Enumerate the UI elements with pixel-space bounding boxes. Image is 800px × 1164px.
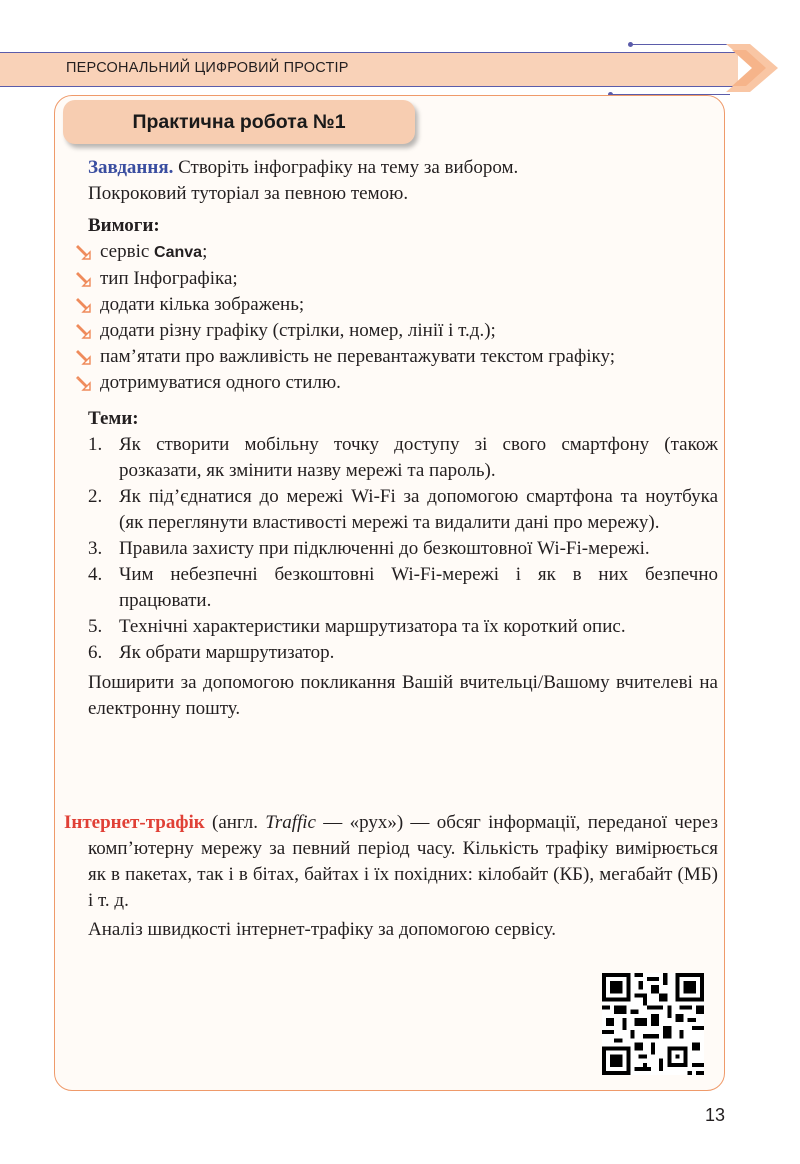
chevron-right-icon: [726, 44, 778, 92]
topic-text: Як створити мобільну точку доступу зі свого смартфону (також розказати, як змінити назву мережі та пароль).: [119, 434, 718, 481]
analysis-text: Аналіз швидкості інтернет-трафіку за допомогою сервісу.: [88, 919, 556, 940]
definition-paragraph: [64, 810, 718, 914]
task-label: Завдання.: [88, 157, 174, 178]
topic-text: Технічні характеристики маршрутизатора та їх короткий опис.: [119, 616, 626, 637]
topic-number: 4.: [88, 564, 103, 585]
topic-text: Правила захисту при підключенні до безкоштовної Wi-Fi-мережі.: [119, 538, 650, 559]
requirement-text: дотримуватися одного стилю.: [100, 372, 341, 393]
list-item: [88, 292, 718, 318]
pencil-icon: [76, 297, 96, 315]
list-item: [88, 484, 718, 536]
definition-eng-term: Traffic: [265, 812, 316, 833]
list-item: [88, 536, 718, 562]
topic-number: 3.: [88, 538, 103, 559]
header-deco-dot: [628, 42, 633, 47]
topic-number: 2.: [88, 486, 103, 507]
task-paragraph: [88, 155, 718, 181]
pencil-icon: [76, 323, 96, 341]
topic-number: 6.: [88, 642, 103, 663]
topic-text: Як під’єднатися до мережі Wi-Fi за допомогою смартфона та ноутбука (як переглянути властивості мережі та видалити дані про мережу).: [119, 486, 718, 533]
topic-text: Чим небезпечні безкоштовні Wi-Fi-мережі і як в них безпечно працювати.: [119, 564, 718, 611]
topics-heading: Теми:: [88, 408, 139, 429]
practical-work-tab: [63, 100, 415, 144]
requirements-heading: Вимоги:: [88, 215, 160, 236]
requirement-text: пам’ятати про важливість не перевантажувати текстом графіку;: [100, 346, 616, 367]
list-item: [88, 266, 718, 292]
page-header: [0, 44, 780, 92]
definition-text: — «рух») — обсяг інформації, переданої через комп’ютерну мережу за певний період часу. Кількість трафіку вимірюється як в пакетах, так і в бітах, байтах і їх похідних: кілобайт (КБ), мегабайт (МБ) і т. д.: [88, 812, 718, 911]
list-item: [88, 344, 718, 370]
header-deco-line: [632, 44, 730, 45]
requirement-text: додати різну графіку (стрілки, номер, лінії і т.д.);: [100, 320, 496, 341]
topics-list: [88, 432, 718, 666]
task-text: Створіть інфографіку на тему за вибором.: [173, 157, 519, 178]
practical-work-title: Практична робота №1: [132, 110, 346, 133]
list-item: [88, 562, 718, 614]
pencil-icon: [76, 244, 96, 262]
list-item: [88, 370, 718, 396]
share-instruction: Поширити за допомогою покликання Вашій вчительці/Вашому вчителеві на електронну пошту.: [88, 672, 718, 719]
qr-code-icon[interactable]: [602, 973, 704, 1075]
header-rule-bottom: [0, 86, 736, 87]
term-title: Інтернет-трафік: [64, 812, 205, 833]
definition-prefix: (англ.: [204, 812, 266, 833]
page-number: 13: [705, 1105, 726, 1125]
list-item: [88, 614, 718, 640]
pencil-icon: [76, 375, 96, 393]
header-rule-top: [0, 52, 736, 53]
list-item: [88, 239, 718, 266]
requirements-list: [88, 239, 718, 396]
task-line-2: Покроковий туторіал за певною темою.: [88, 183, 409, 204]
list-item: [88, 318, 718, 344]
pencil-icon: [76, 271, 96, 289]
requirement-text: ;: [202, 241, 208, 262]
topic-number: 5.: [88, 616, 103, 637]
canva-label: Canva: [154, 244, 203, 261]
practical-work-content: [88, 155, 718, 722]
requirement-text: тип Інфографіка;: [100, 268, 238, 289]
list-item: [88, 640, 718, 666]
requirement-text: сервіс: [100, 241, 155, 262]
topic-text: Як обрати маршрутизатор.: [119, 642, 335, 663]
requirement-text: додати кілька зображень;: [100, 294, 305, 315]
topic-number: 1.: [88, 434, 103, 455]
list-item: [88, 432, 718, 484]
header-title: ПЕРСОНАЛЬНИЙ ЦИФРОВИЙ ПРОСТІР: [66, 60, 349, 76]
pencil-icon: [76, 349, 96, 367]
definition-block: [64, 810, 718, 914]
